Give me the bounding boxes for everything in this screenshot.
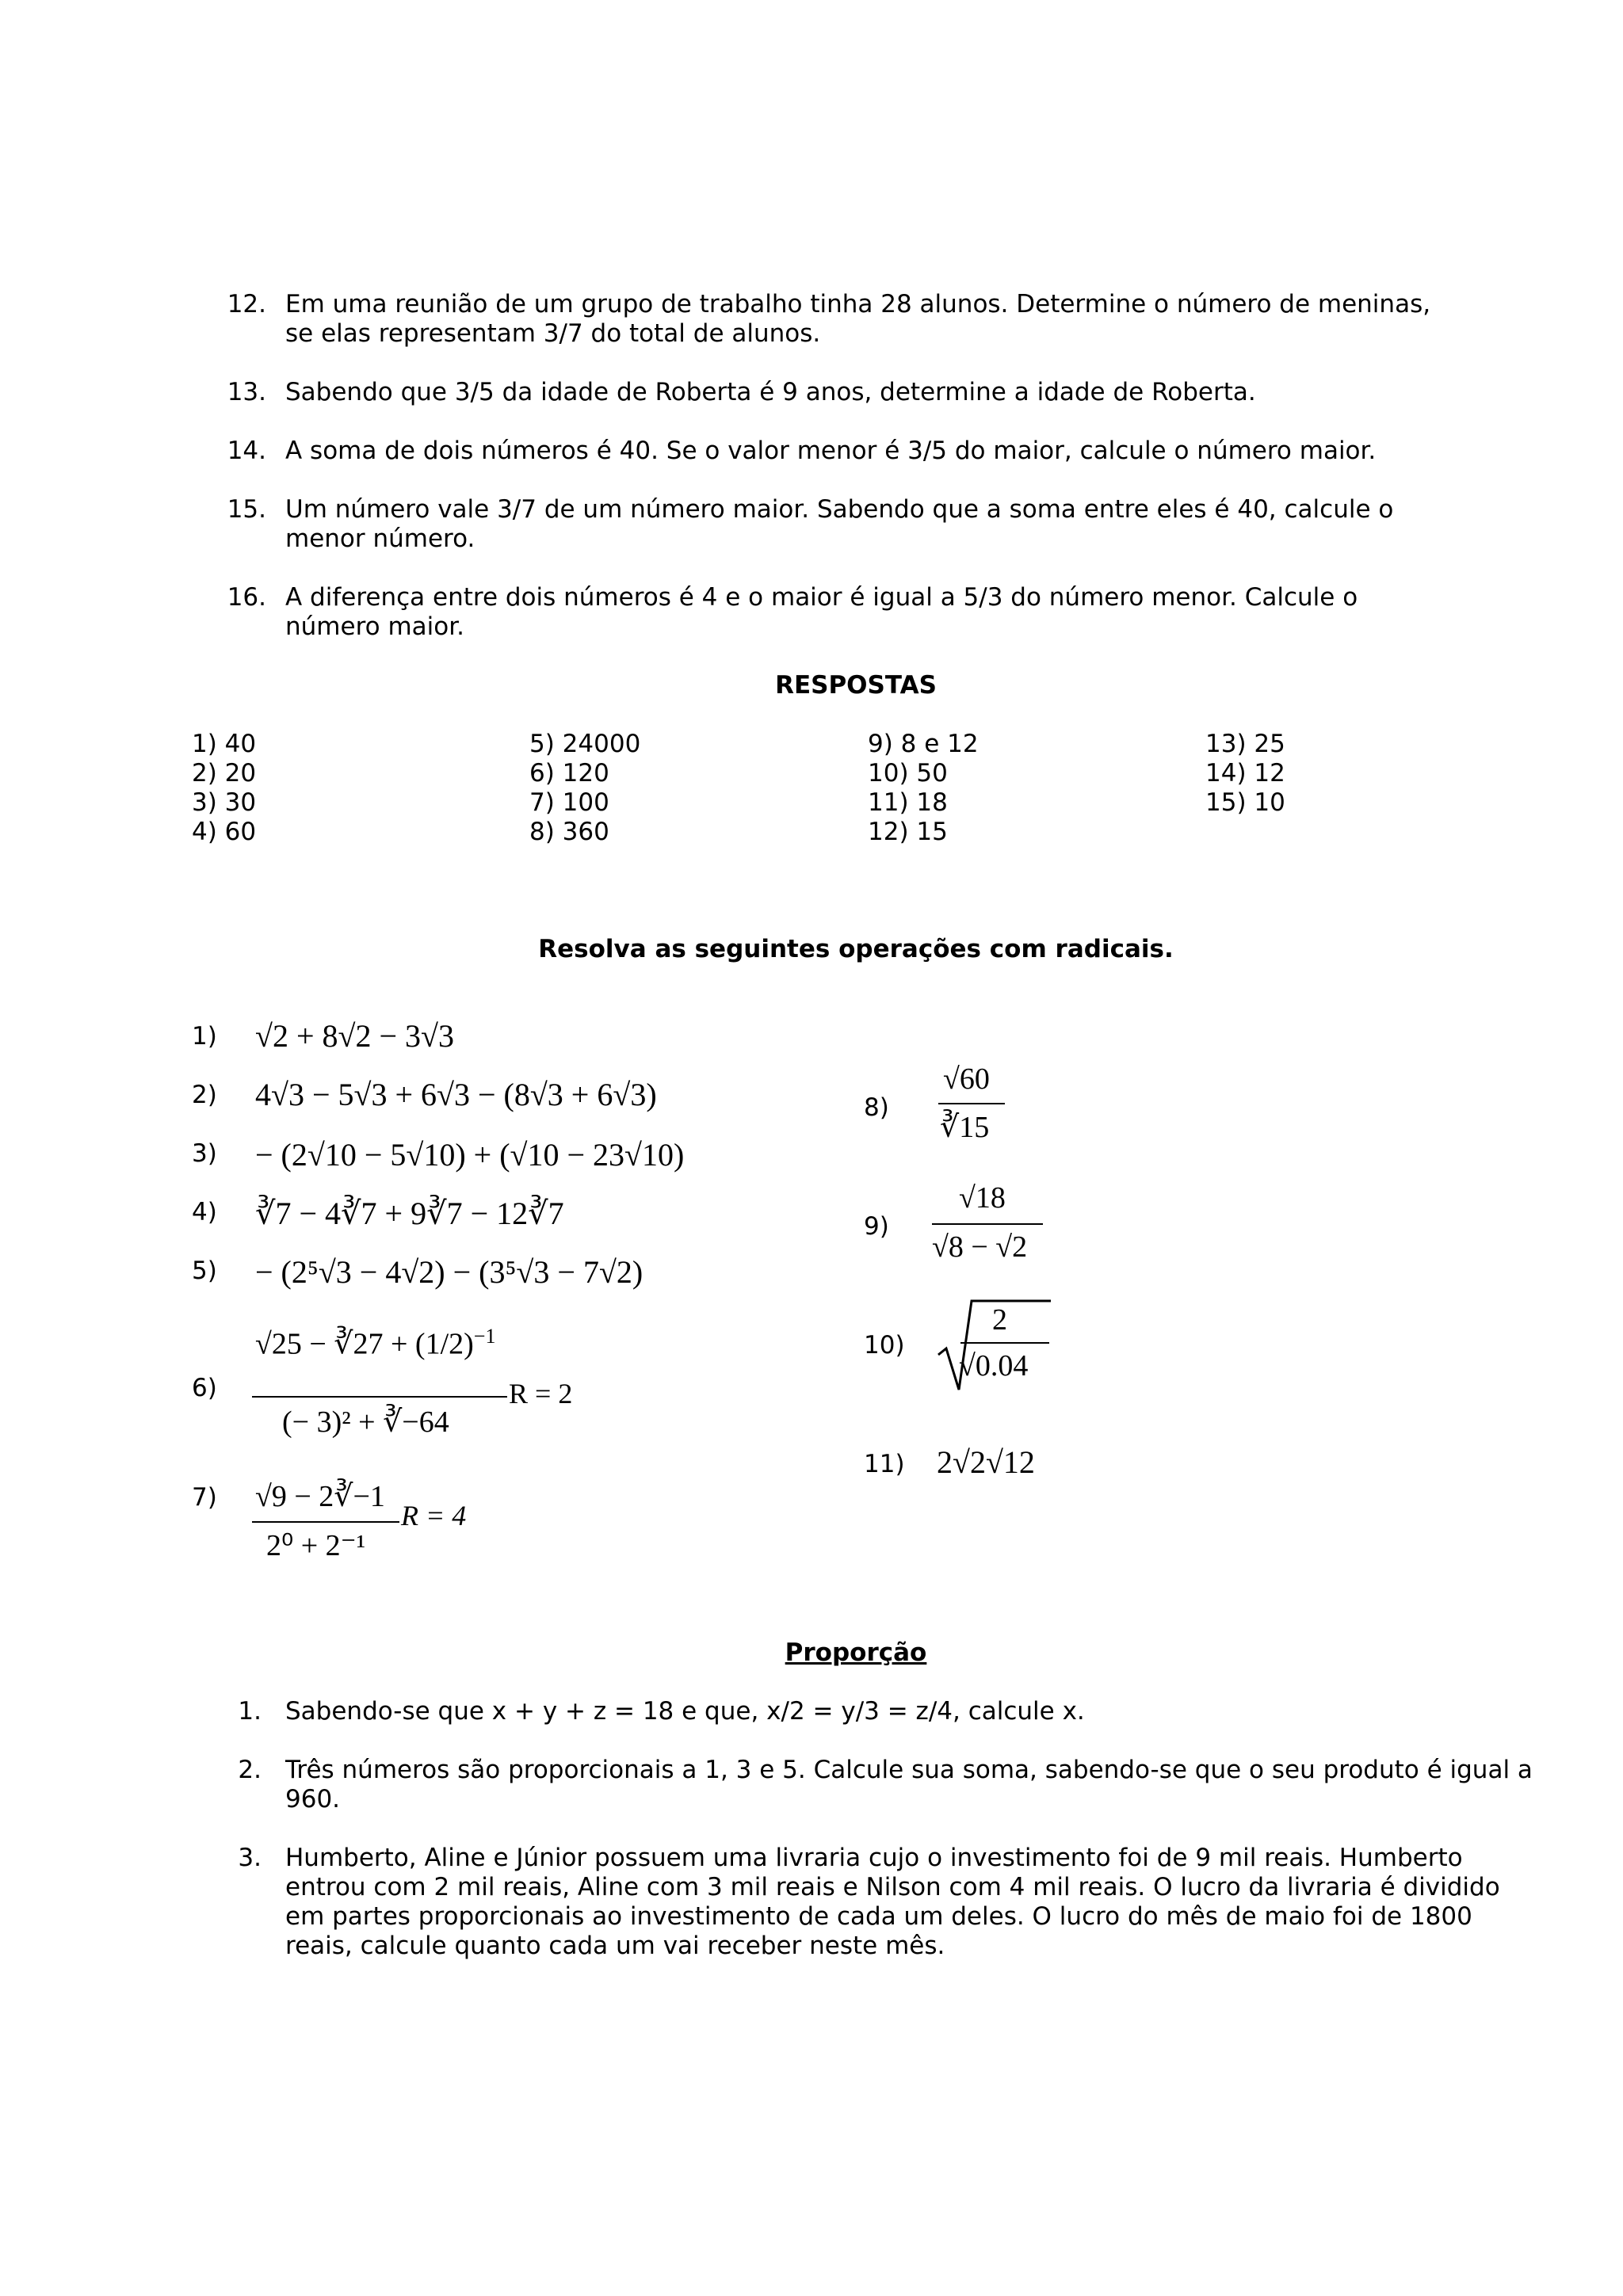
- problem-text: A diferença entre dois números é 4 e o maior é igual a 5/3 do número menor. Calcule o: [285, 583, 1358, 612]
- radical-expression-5: − (2⁵√3 − 4√2) − (3⁵√3 − 7√2): [255, 1254, 643, 1290]
- exercise-label: 6): [192, 1374, 217, 1402]
- problem-number: 13.: [227, 378, 266, 406]
- answer-item: 11) 18: [868, 788, 948, 817]
- respostas-column: [529, 730, 640, 847]
- answer-item: 5) 24000: [529, 730, 641, 758]
- fraction-bar: [938, 1103, 1005, 1104]
- item-text: em partes proporcionais ao investimento de cada um deles. O lucro do mês de maio foi de 1800: [285, 1902, 1472, 1931]
- answer-item: 12) 15: [868, 818, 948, 846]
- item-text: Humberto, Aline e Júnior possuem uma livraria cujo o investimento foi de 9 mil reais. Humberto: [285, 1844, 1463, 1872]
- exercise-label: 8): [864, 1093, 889, 1122]
- respostas-column: [192, 730, 256, 847]
- radical-expression-1: √2 + 8√2 − 3√3: [255, 1018, 454, 1054]
- problem-text: número maior.: [285, 612, 464, 641]
- answer-item: 13) 25: [1205, 730, 1285, 758]
- answer-item: 7) 100: [529, 788, 609, 817]
- fraction-denominator: ∛15: [940, 1111, 990, 1144]
- problem-text: menor número.: [285, 524, 475, 553]
- fraction-bar: [932, 1223, 1043, 1225]
- exercise-label: 10): [864, 1331, 905, 1360]
- problem-text: Em uma reunião de um grupo de trabalho tinha 28 alunos. Determine o número de meninas,: [285, 290, 1431, 318]
- answer-item: 9) 8 e 12: [868, 730, 979, 758]
- answer-item: 8) 360: [529, 818, 609, 846]
- fraction-bar: [252, 1396, 507, 1398]
- fraction-numerator: [255, 1325, 495, 1362]
- exercise-label: 5): [192, 1257, 217, 1285]
- fraction-numerator: √18: [959, 1181, 1006, 1215]
- radical-expression-2: 4√3 − 5√3 + 6√3 − (8√3 + 6√3): [255, 1077, 657, 1112]
- problem-number: 15.: [227, 495, 266, 524]
- fraction-denominator: √8 − √2: [932, 1230, 1028, 1264]
- item-text: entrou com 2 mil reais, Aline com 3 mil reais e Nilson com 4 mil reais. O lucro da livraria é dividido: [285, 1873, 1500, 1901]
- fraction-numerator: 2: [992, 1303, 1007, 1337]
- result-text: R = 2: [509, 1378, 573, 1409]
- answer-item: 10) 50: [868, 759, 948, 788]
- fraction-denominator: (− 3)² + ∛−64: [282, 1405, 449, 1439]
- fraction-bar: [252, 1521, 399, 1523]
- numerator-text: √25 − ∛27 + (1/2): [255, 1327, 474, 1361]
- problem-text: Sabendo que 3/5 da idade de Roberta é 9 anos, determine a idade de Roberta.: [285, 378, 1256, 406]
- problem-number: 12.: [227, 290, 266, 318]
- item-text: reais, calcule quanto cada um vai receber neste mês.: [285, 1932, 945, 1960]
- problem-text: se elas representam 3/7 do total de alunos.: [285, 319, 821, 348]
- exercise-label: 9): [864, 1212, 889, 1241]
- radical-expression-4: ∛7 − 4∛7 + 9∛7 − 12∛7: [255, 1196, 564, 1231]
- problem-number: 14.: [227, 437, 266, 465]
- problem-text: Um número vale 3/7 de um número maior. Sabendo que a soma entre eles é 40, calcule o: [285, 495, 1394, 524]
- answer-item: 1) 40: [192, 730, 257, 758]
- item-number: 3.: [238, 1844, 262, 1872]
- exercise-label: 7): [192, 1483, 217, 1512]
- exercise-label: 1): [192, 1022, 217, 1051]
- answer-item: 14) 12: [1205, 759, 1285, 788]
- answer-item: 4) 60: [192, 818, 257, 846]
- fraction-bar: [960, 1342, 1049, 1344]
- proporcao-title: Proporção: [785, 1638, 927, 1667]
- respostas-column: [1205, 730, 1285, 818]
- exponent: −1: [473, 1325, 496, 1348]
- problem-number: 16.: [227, 583, 266, 612]
- fraction-numerator: √60: [943, 1062, 990, 1096]
- exercise-label: 3): [192, 1139, 217, 1168]
- exercise-label: 2): [192, 1081, 217, 1109]
- item-text: 960.: [285, 1785, 341, 1814]
- answer-item: 3) 30: [192, 788, 257, 817]
- exercise-label: 4): [192, 1198, 217, 1226]
- item-number: 2.: [238, 1756, 262, 1784]
- fraction-numerator: √9 − 2∛−1: [255, 1480, 385, 1513]
- problem-text: A soma de dois números é 40. Se o valor menor é 3/5 do maior, calcule o número maior.: [285, 437, 1377, 465]
- respostas-title: RESPOSTAS: [775, 671, 937, 700]
- radicais-title: Resolva as seguintes operações com radicais.: [538, 935, 1174, 963]
- item-text: Sabendo-se que x + y + z = 18 e que, x/2 = y/3 = z/4, calcule x.: [285, 1697, 1085, 1726]
- radical-expression-3: − (2√10 − 5√10) + (√10 − 23√10): [255, 1137, 685, 1173]
- item-text: Três números são proporcionais a 1, 3 e 5. Calcule sua soma, sabendo-se que o seu produto é igual a: [285, 1756, 1533, 1784]
- answer-item: 15) 10: [1205, 788, 1285, 817]
- radical-expression-11: 2√2√12: [937, 1444, 1035, 1480]
- respostas-column: [868, 730, 979, 847]
- exercise-label: 11): [864, 1450, 905, 1478]
- answer-item: 6) 120: [529, 759, 609, 788]
- answer-item: 2) 20: [192, 759, 257, 788]
- item-number: 1.: [238, 1697, 262, 1726]
- fraction-denominator: 2⁰ + 2⁻¹: [266, 1529, 366, 1562]
- fraction-denominator: √0.04: [959, 1349, 1029, 1383]
- result-text: R = 4: [401, 1500, 467, 1531]
